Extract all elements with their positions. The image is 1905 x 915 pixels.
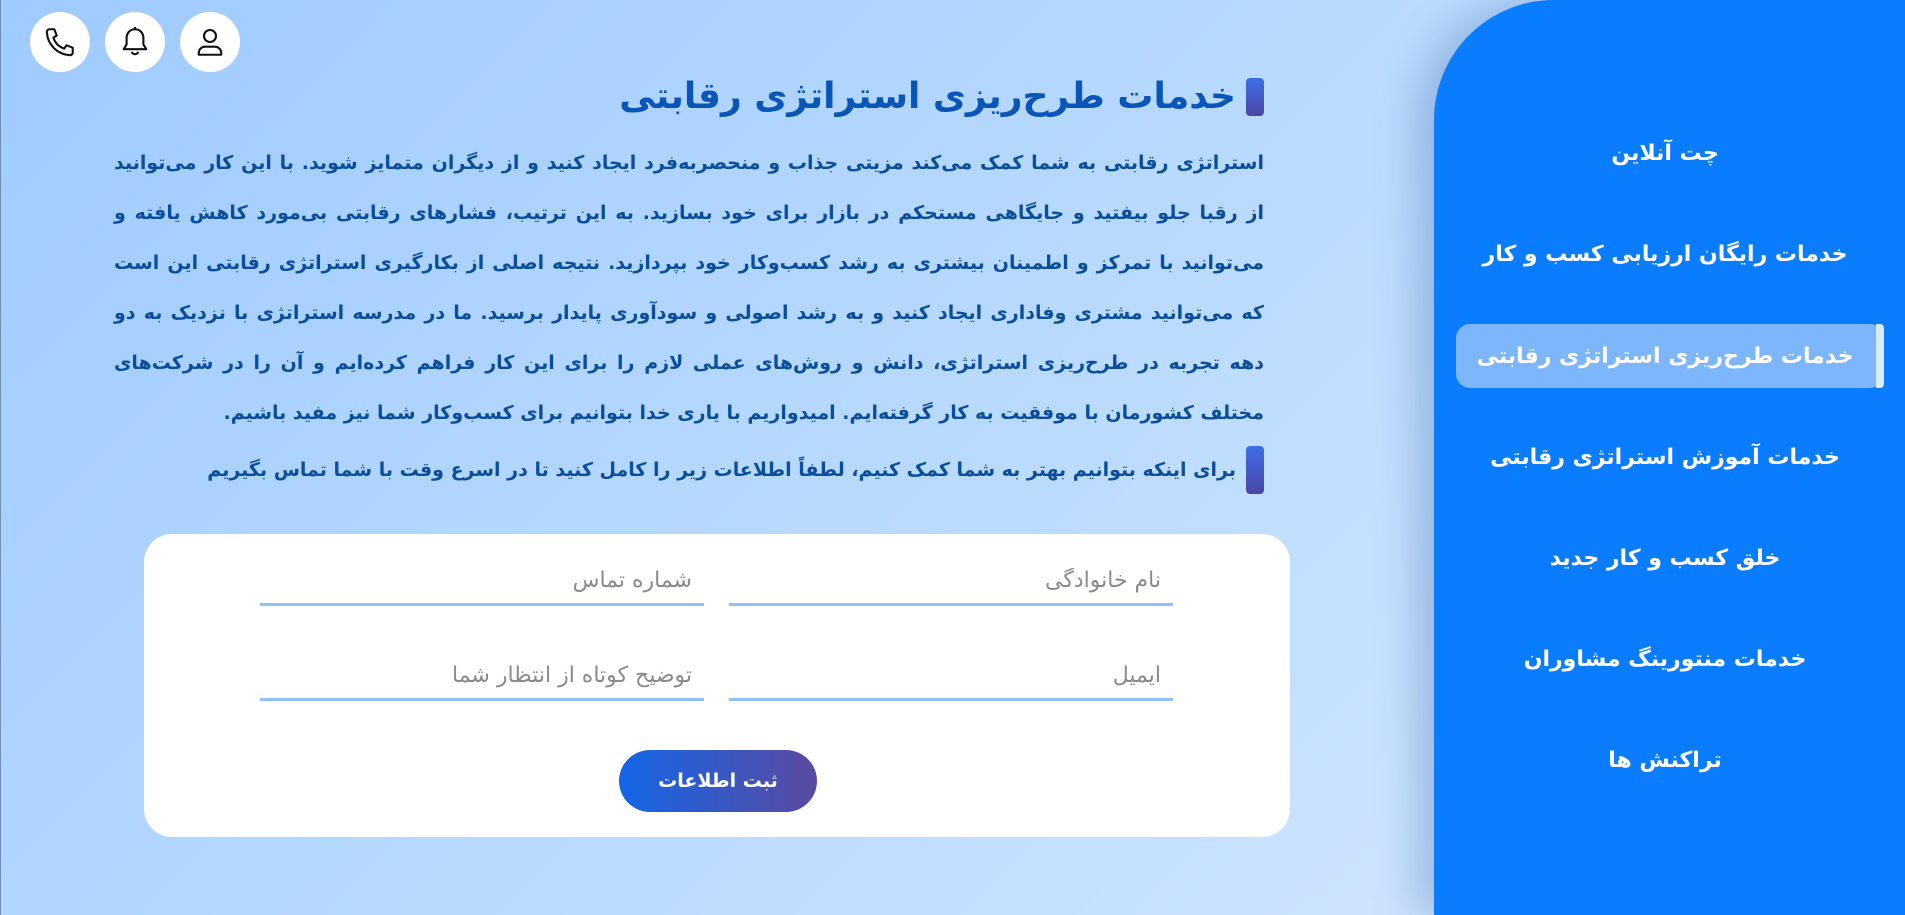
phone-icon — [42, 24, 78, 60]
sidebar-item-label: چت آنلاین — [1611, 140, 1719, 166]
profile-button[interactable] — [180, 12, 240, 72]
page-title: خدمات طرح‌ریزی استراتژی رقابتی — [619, 76, 1236, 117]
sidebar-item-label: تراکنش ها — [1608, 747, 1722, 773]
notifications-button[interactable] — [105, 12, 165, 72]
note-text: برای اینکه بتوانیم بهتر به شما کمک کنیم، لطفاً اطلاعات زیر را کامل کنید تا در اسرع وقت با شما تماس بگیریم — [207, 459, 1236, 481]
sidebar-item-label: خدمات طرح‌ریزی استراتژی رقابتی — [1476, 343, 1854, 369]
sidebar-item-online-chat[interactable] — [1456, 121, 1884, 185]
sidebar-item-label: خدمات آموزش استراتژی رقابتی — [1490, 444, 1840, 470]
header-actions — [30, 12, 240, 72]
sidebar-item-label: خدمات رایگان ارزیابی کسب و کار — [1482, 241, 1848, 267]
phone-field[interactable] — [260, 558, 704, 606]
form-note — [207, 446, 1264, 494]
sidebar-item-strategy-training[interactable] — [1456, 425, 1884, 489]
last-name-field[interactable] — [729, 558, 1173, 606]
contact-form — [144, 534, 1290, 837]
page-heading — [619, 76, 1264, 117]
sidebar-item-strategy-planning[interactable] — [1456, 324, 1884, 388]
sidebar — [1434, 0, 1905, 915]
bell-icon — [117, 24, 153, 60]
window-edge — [0, 0, 1, 915]
submit-button[interactable]: ثبت اطلاعات — [619, 750, 817, 812]
sidebar-item-label: خلق کسب و کار جدید — [1549, 545, 1781, 571]
sidebar-item-transactions[interactable] — [1456, 728, 1884, 792]
email-field[interactable] — [729, 653, 1173, 701]
intro-paragraph: استراتژی رقابتی به شما کمک می‌کند مزیتی جذاب و منحصربه‌فرد ایجاد کنید و از دیگران متمایز شوید. با این کار می‌توانید از رقبا جلو بیفتید و جایگاهی مستحکم در بازار برای خود بسازید. به این ترتیب، فشارهای رقابتی بی‌مورد کاهش یافته و می‌توانید با تمرکز و اطمینان بیشتری به رشد کسب‌وکار خود بپردازید. نتیجه اصلی از بکارگیری استراتژی رقابتی این است که می‌توانید مشتری وفاداری ایجاد کنید و به رشد اصولی و سودآوری پایدار برسید. ما در مدرسه استراتژی با نزدیک به دو دهه تجربه در طرح‌ریزی استراتژی، دانش و روش‌های عملی لازم را برای این کار فراهم کرده‌ایم و آن را در شرکت‌های مختلف کشورمان با موفقیت به کار گرفته‌ایم. امیدواریم با یاری خدا بتوانیم برای کسب‌وکار شما نیز مفید باشیم. — [114, 152, 1264, 424]
phone-button[interactable] — [30, 12, 90, 72]
note-accent-bar — [1246, 446, 1264, 494]
sidebar-item-new-business[interactable] — [1456, 526, 1884, 590]
description-field[interactable] — [260, 653, 704, 701]
user-icon — [192, 24, 228, 60]
sidebar-item-free-assessment[interactable] — [1456, 222, 1884, 286]
title-accent-bar — [1246, 78, 1264, 116]
sidebar-item-label: خدمات منتورینگ مشاوران — [1523, 646, 1807, 672]
sidebar-item-mentoring[interactable] — [1456, 627, 1884, 691]
